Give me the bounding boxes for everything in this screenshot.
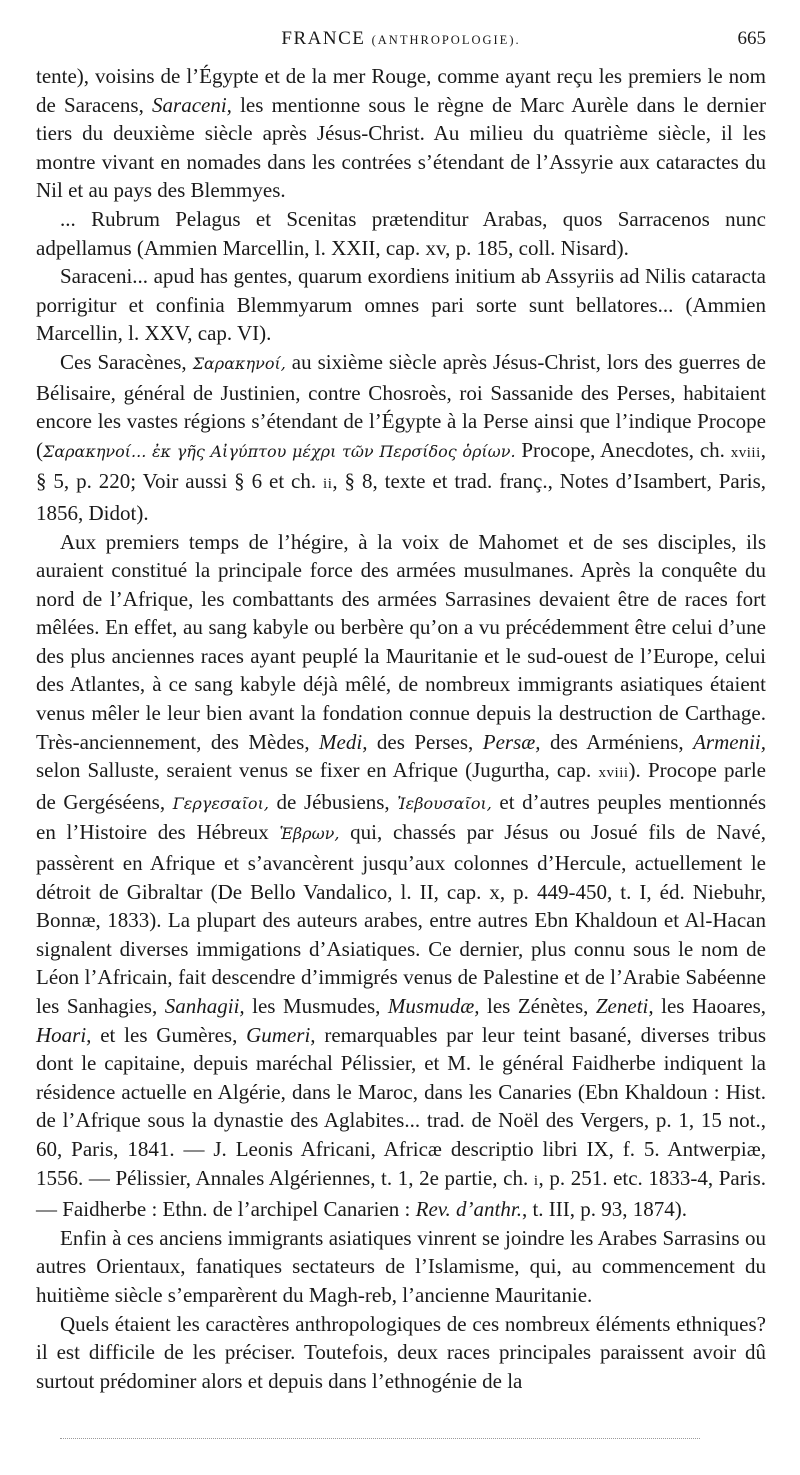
text-run: , § 8, texte et trad. franç., Notes d’Isambert, Paris, 1856, Didot). <box>36 469 767 525</box>
body-text <box>36 62 766 1395</box>
greek-text: Ἰεβουσαῖοι, <box>397 793 492 813</box>
text-run: des Perses, <box>367 729 483 754</box>
italic-text: Sanhagii, <box>164 994 245 1018</box>
text-run: , t. III, p. 93, 1874). <box>521 1197 688 1222</box>
text-run: tente), voisins de l’Égypte et de la mer Rouge, comme ayant reçu les premiers le nom de Saracens, <box>36 64 766 117</box>
header-subtitle: (ANTHROPOLOGIE). <box>371 33 521 47</box>
text-run: les mentionne sous le règne de Marc Aurèle dans le dernier tiers du deuxième siècle après Jésus-Christ. Au milieu du quatrième siècle, il les montre vivant en nomades dans les contrées s’étendant de l’Assyrie aux cataractes du Nil et au pays des Blemmyes. <box>36 92 767 203</box>
italic-text: Persæ, <box>482 729 541 754</box>
greek-text: Σαρακηνοί... ἐκ γῆς Αἰγύπτου μέχρι τῶν Περσίδος ὁρίων. <box>43 441 516 461</box>
paragraph-p4 <box>36 348 766 528</box>
text-run: , p. 251. etc. 1833-4, Paris. — Faidherbe : Ethn. de l’archipel Canarien : <box>36 1165 766 1222</box>
italic-text: Medi, <box>319 729 368 754</box>
text-run: de Jébusiens, <box>268 789 398 814</box>
document-page <box>36 22 766 1395</box>
text-run: ... Rubrum Pelagus et Scenitas prætenditur Arabas, quos Sarracenos nunc adpellamus (Ammien Marcellin, l. XXII, cap. xv, p. 185, coll. Nisard). <box>36 206 766 260</box>
italic-text: Gumeri, <box>246 1022 316 1047</box>
italic-text: Saraceni, <box>152 92 232 117</box>
greek-text: Ἑβρων, <box>279 824 340 844</box>
italic-text: Armenii, <box>693 729 767 754</box>
text-run: remarquables par leur teint basané, diverses tribus dont le capitaine, depuis maréchal Pélissier, et M. le général Faidherbe indiquent la résidence actuelle en Algérie, dans le Maroc, dans les Canaries (Ebn Khaldoun : Hist. de l’Afrique sous la dynastie des Aglabites... trad. de Noël des Vergers, p. 1, 15 not., 60, Paris, 1841. — J. Leonis Africani, Africæ descriptio libri IX, f. 5. Antwerpiæ, 1556. — Pélissier, Annales Algériennes, t. 1, 2e partie, ch. <box>36 1022 767 1190</box>
text-run: et d’autres peuples mentionnés en l’Histoire des Hébreux <box>36 789 766 845</box>
text-run: au sixième siècle après Jésus-Christ, lors des guerres de Bélisaire, général de Justinien, contre Chosroès, roi Sassanide des Perses, habitaient encore les vastes régions s’étendant de l’Égypte à la Perse ainsi que l’indique Procope ( <box>36 349 766 462</box>
italic-text: Rev. d’anthr. <box>415 1197 522 1222</box>
greek-text: Γεργεσαῖοι, <box>172 793 269 813</box>
text-run: des Arméniens, <box>540 729 694 754</box>
text-run: les Haoares, <box>653 994 766 1018</box>
text-run: les Zénètes, <box>479 994 596 1018</box>
small-caps-text: ii <box>323 476 333 493</box>
small-caps-text: i <box>533 1172 539 1189</box>
paragraph-p6 <box>36 1224 766 1310</box>
text-run: Enfin à ces anciens immigrants asiatiques vinrent se joindre les Arabes Sarrasins ou autres Orientaux, fanatiques sectateurs de l’Islamisme, qui, au commencement du huitième siècle s’emparèrent du Magh-reb, l’ancienne Mauritanie. <box>36 1225 766 1307</box>
text-run: selon Salluste, seraient venus se fixer en Afrique (Jugurtha, cap. <box>36 758 599 783</box>
text-run: Saraceni... apud has gentes, quarum exordiens initium ab Assyriis ad Nilis cataracta porrigitur et confinia Blemmyarum omnes pari sorte sunt bellatores... (Ammien Marcellin, l. XXV, cap. VI). <box>36 264 766 346</box>
text-run: les Musmudes, <box>244 994 388 1018</box>
text-run: qui, chassés par Jésus ou Josué fils de Navé, passèrent en Afrique et s’avancèrent jusqu’aux colonnes d’Hercule, actuellement le détroit de Gibraltar (De Bello Vandalico, l. II, cap. x, p. 449-450, t. I, éd. Niebuhr, Bonnæ, 1833). La plupart des auteurs arabes, entre autres Ebn Khaldoun et Al-Hacan signalent diverses immigations d’Asiatiques. Ce dernier, plus connu sous le nom de Léon l’Africain, fait descendre d’immigrés venus de Palestine et de l’Arabie Sabéenne les Sanhagies, <box>36 820 766 1018</box>
text-run: Quels étaient les caractères anthropologiques de ces nombreux éléments ethniques? il est difficile de les préciser. Toutefois, deux races principales paraissent avoir dû surtout prédominer alors et depuis dans l’ethnogénie de la <box>36 1311 766 1393</box>
running-title <box>36 28 766 50</box>
italic-text: Hoari, <box>36 1022 92 1047</box>
header-title: FRANCE <box>281 28 366 49</box>
paragraph-p1 <box>36 62 766 205</box>
paragraph-p7 <box>36 1310 766 1396</box>
text-run: et les Gumères, <box>91 1022 247 1047</box>
text-run: Ces Saracènes, <box>60 349 193 374</box>
paragraph-p2 <box>36 205 766 262</box>
text-run: Aux premiers temps de l’hégire, à la voix de Mahomet et de ses disciples, ils auraient constitué la principale force des armées musulmanes. Après la conquête du nord de l’Afrique, les combattants des armées Sarrasines devaient être de races fort mêlées. En effet, au sang kabyle ou berbère qu’on a vu précédemment être celui d’une des plus anciennes races ayant peuplé la Mauritanie et le sud-ouest de l’Europe, celui des Atlantes, à ce sang kabyle déjà mêlé, de nombreux immigrants asiatiques étaient venus mêler le leur bien avant la fondation connue depuis la destruction de Carthage. Très-anciennement, des Mèdes, <box>36 529 766 754</box>
running-header <box>36 22 766 62</box>
footer-dotted-rule <box>60 1438 700 1439</box>
small-caps-text: xviii <box>598 765 629 782</box>
italic-text: Musmudæ, <box>387 994 480 1018</box>
italic-text: Zeneti, <box>595 994 654 1018</box>
paragraph-p5 <box>36 528 766 1224</box>
text-run: ). Procope parle de Gergéséens, <box>36 758 766 814</box>
page-number: 665 <box>737 28 766 49</box>
paragraph-p3 <box>36 262 766 348</box>
small-caps-text: xviii <box>730 444 761 461</box>
greek-text: Σαρακηνοί, <box>192 353 286 373</box>
text-run: Procope, Anecdotes, ch. <box>515 437 731 462</box>
text-run: , § 5, p. 220; Voir aussi § 6 et ch. <box>36 437 766 494</box>
